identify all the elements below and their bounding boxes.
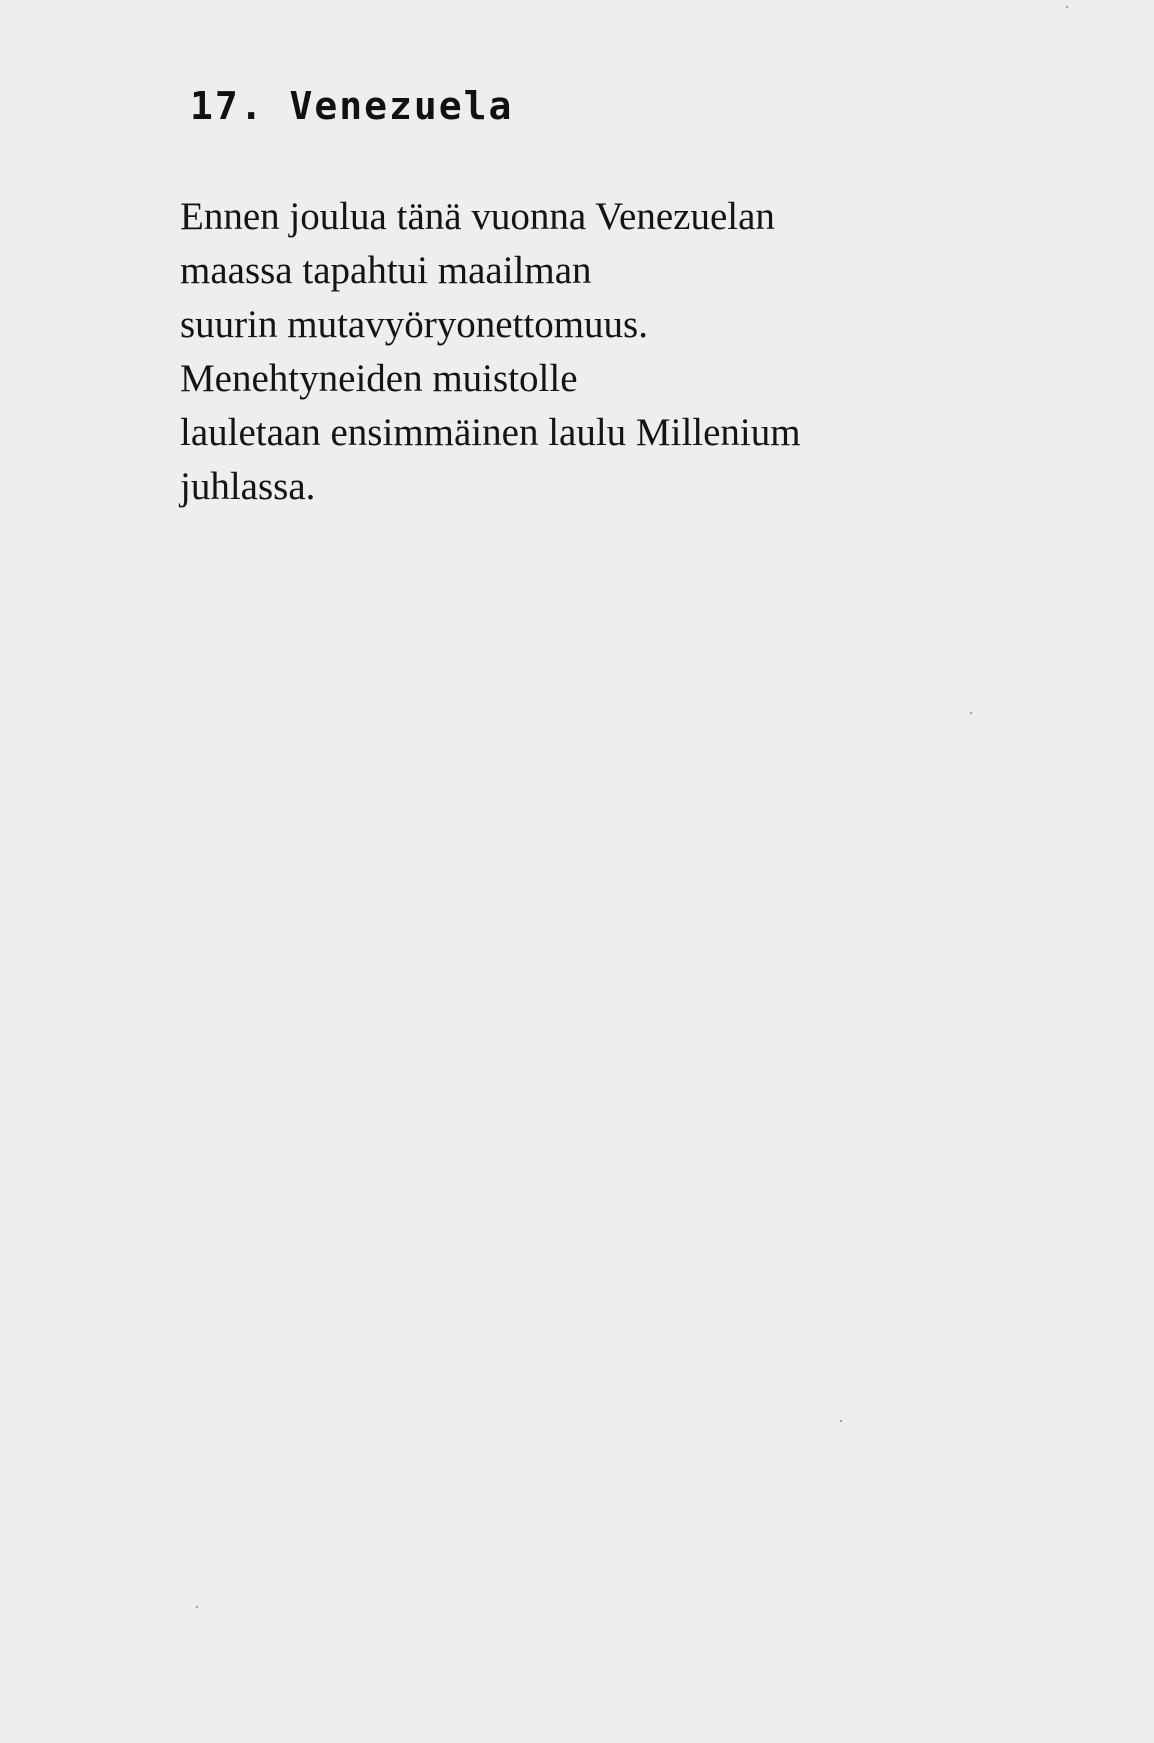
body-line: Ennen joulua tänä vuonna Venezuelan	[180, 195, 775, 238]
body-line: suurin mutavyöryonettomuus.	[180, 303, 648, 346]
body-line: juhlassa.	[180, 465, 316, 508]
chapter-title: 17. Venezuela	[190, 84, 514, 128]
chapter-body	[180, 190, 1000, 514]
paper-speck	[196, 1606, 198, 1608]
body-line: maassa tapahtui maailman	[180, 249, 592, 292]
body-line: lauletaan ensimmäinen laulu Millenium	[180, 411, 801, 454]
paper-speck	[840, 1420, 842, 1422]
body-line: Menehtyneiden muistolle	[180, 357, 578, 400]
paper-speck	[970, 712, 972, 714]
paper-speck	[1066, 6, 1068, 8]
